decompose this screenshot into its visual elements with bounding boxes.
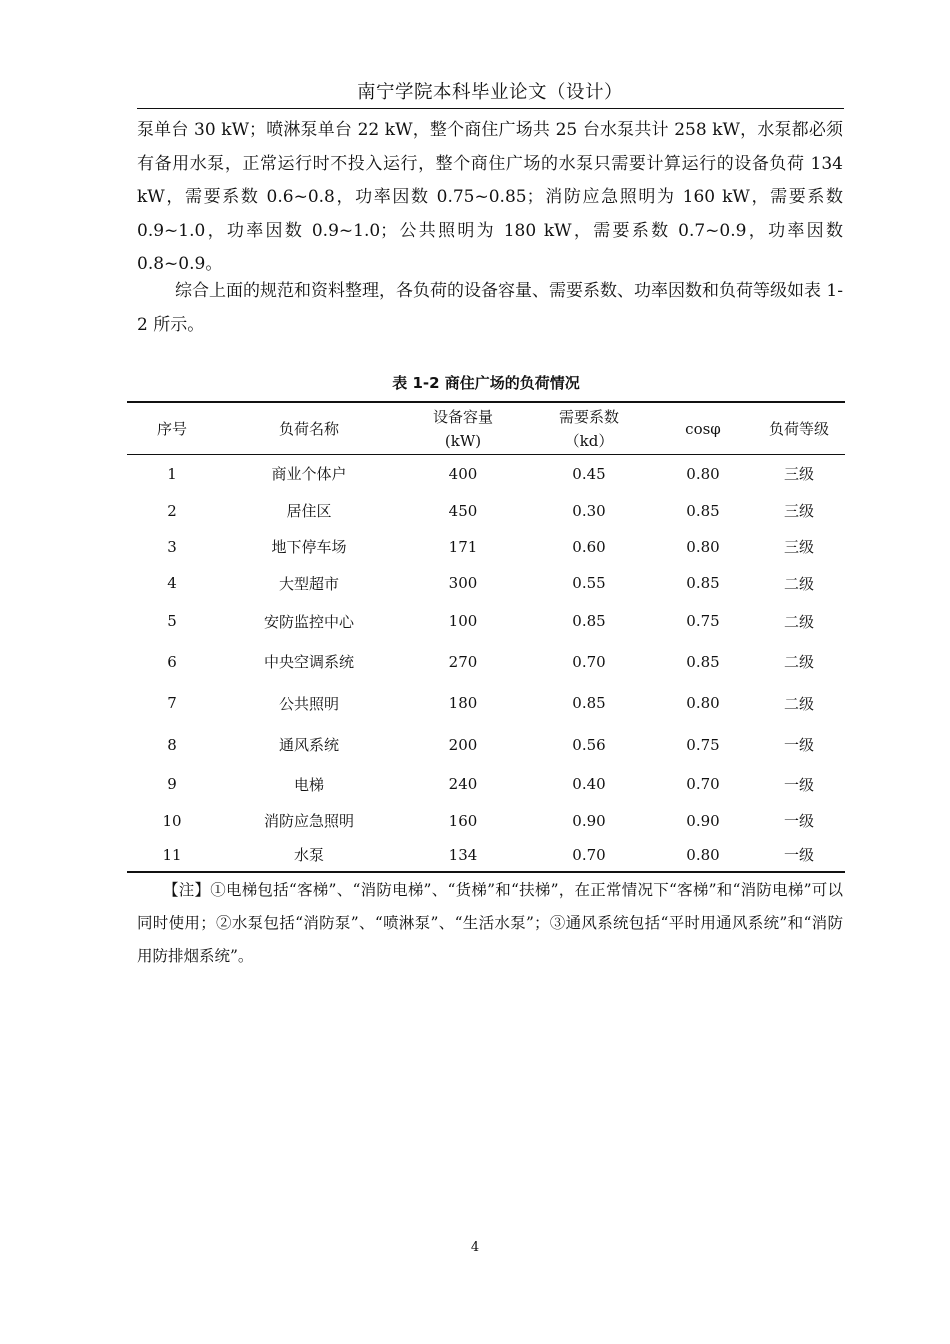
table-row bbox=[127, 683, 845, 724]
cell-kd: 0.55 bbox=[572, 574, 606, 592]
table-row bbox=[127, 641, 845, 683]
table-row bbox=[127, 455, 845, 493]
header-no: 序号 bbox=[156, 419, 187, 438]
cell-name: 水泵 bbox=[293, 846, 324, 864]
table-body bbox=[127, 455, 845, 872]
cell-grade: 二级 bbox=[783, 694, 814, 713]
cell-name: 中央空调系统 bbox=[263, 653, 354, 671]
cell-kd: 0.85 bbox=[572, 694, 606, 712]
cell-cos: 0.80 bbox=[686, 845, 720, 864]
table-row bbox=[127, 602, 845, 641]
cell-name: 公共照明 bbox=[278, 694, 339, 713]
cell-cos: 0.80 bbox=[686, 537, 720, 556]
cell-capacity: 160 bbox=[448, 811, 478, 830]
header-capacity-line1: 设备容量 bbox=[432, 407, 493, 426]
header-capacity bbox=[401, 402, 525, 455]
cell-capacity: 240 bbox=[448, 775, 478, 793]
cell-cos: 0.75 bbox=[686, 612, 720, 630]
cell-capacity: 171 bbox=[448, 537, 478, 556]
cell-name: 居住区 bbox=[286, 502, 332, 520]
header-cos: cosφ bbox=[685, 419, 721, 438]
table-note: 【注】①电梯包括“客梯”、“消防电梯”、“货梯”和“扶梯”，在正常情况下“客梯”和“消防电梯”可以同时使用；②水泵包括“消防泵”、“喷淋泵”、“生活水泵”；③通风系统包括“平时用通风系统”和“消防用防排烟系统”。 bbox=[137, 881, 843, 965]
cell-no: 5 bbox=[167, 612, 177, 630]
header-capacity-line2: (kW) bbox=[444, 431, 482, 450]
cell-no: 2 bbox=[167, 501, 177, 520]
cell-grade: 二级 bbox=[783, 574, 814, 593]
cell-capacity: 100 bbox=[448, 612, 478, 630]
cell-grade: 二级 bbox=[783, 612, 814, 631]
cell-grade: 三级 bbox=[783, 502, 814, 520]
cell-name: 消防应急照明 bbox=[263, 812, 354, 830]
table-row bbox=[127, 493, 845, 529]
body-paragraph-2: 综合上面的规范和资料整理，各负荷的设备容量、需要系数、功率因数和负荷等级如表 1-2 所示。 bbox=[137, 281, 843, 335]
cell-name: 商业个体户 bbox=[271, 465, 347, 484]
cell-grade: 一级 bbox=[783, 812, 814, 830]
cell-cos: 0.85 bbox=[686, 501, 720, 520]
cell-no: 6 bbox=[167, 652, 177, 671]
cell-kd: 0.85 bbox=[572, 612, 606, 630]
table-header bbox=[127, 402, 845, 455]
cell-kd: 0.60 bbox=[572, 537, 606, 556]
cell-name: 电梯 bbox=[293, 775, 324, 794]
cell-cos: 0.90 bbox=[686, 811, 720, 830]
cell-no: 9 bbox=[167, 775, 177, 793]
cell-cos: 0.70 bbox=[686, 775, 720, 793]
table-row bbox=[127, 839, 845, 872]
cell-no: 1 bbox=[167, 464, 177, 483]
cell-grade: 三级 bbox=[783, 538, 814, 556]
table-row bbox=[127, 529, 845, 565]
cell-cos: 0.75 bbox=[686, 735, 720, 754]
table-row bbox=[127, 724, 845, 766]
cell-name: 安防监控中心 bbox=[263, 612, 354, 631]
cell-cos: 0.85 bbox=[686, 574, 720, 592]
cell-capacity: 300 bbox=[448, 574, 478, 592]
page-number: 4 bbox=[470, 1240, 480, 1255]
cell-capacity: 180 bbox=[448, 694, 478, 712]
table-row bbox=[127, 803, 845, 839]
load-table bbox=[127, 401, 845, 873]
header-name: 负荷名称 bbox=[278, 419, 339, 438]
header-kd-line1: 需要系数 bbox=[558, 407, 619, 426]
cell-grade: 一级 bbox=[783, 846, 814, 864]
cell-kd: 0.70 bbox=[572, 845, 606, 864]
cell-grade: 二级 bbox=[783, 653, 814, 671]
cell-no: 8 bbox=[167, 735, 177, 754]
header-kd bbox=[525, 402, 653, 455]
running-header: 南宁学院本科毕业论文（设计） bbox=[356, 82, 623, 103]
cell-capacity: 200 bbox=[448, 735, 478, 754]
table-row bbox=[127, 766, 845, 803]
body-paragraph-1: 泵单台 30 kW；喷淋泵单台 22 kW，整个商住广场共 25 台水泵共计 258 kW，水泵都必须有备用水泵，正常运行时不投入运行，整个商住广场的水泵只需要计算运行的设备负荷 134 kW，需要系数 0.6~0.8，功率因数 0.75~0.85；消防应急照明为 160 kW，需要系数 0.9~1.0，功率因数 0.9~1.0；公共照明为 180 kW，需要系数 0.7~0.9，功率因数 0.8~0.9。 bbox=[137, 120, 843, 274]
cell-grade: 一级 bbox=[783, 736, 814, 754]
table-header-row bbox=[127, 402, 845, 455]
header-kd-line2: （kd） bbox=[564, 431, 614, 450]
cell-capacity: 134 bbox=[448, 845, 478, 864]
cell-no: 3 bbox=[167, 537, 177, 556]
cell-cos: 0.80 bbox=[686, 464, 720, 483]
cell-name: 大型超市 bbox=[278, 574, 339, 593]
cell-capacity: 450 bbox=[448, 501, 478, 520]
cell-capacity: 270 bbox=[448, 652, 478, 671]
table-caption: 表 1-2 商住广场的负荷情况 bbox=[392, 374, 580, 392]
cell-grade: 三级 bbox=[783, 465, 814, 484]
cell-kd: 0.45 bbox=[572, 464, 606, 483]
cell-kd: 0.56 bbox=[572, 735, 606, 754]
cell-kd: 0.40 bbox=[572, 775, 606, 793]
cell-kd: 0.70 bbox=[572, 652, 606, 671]
header-grade: 负荷等级 bbox=[768, 419, 829, 438]
cell-no: 4 bbox=[167, 574, 177, 592]
cell-no: 11 bbox=[162, 845, 182, 864]
header-rule bbox=[137, 108, 844, 109]
cell-kd: 0.30 bbox=[572, 501, 606, 520]
cell-kd: 0.90 bbox=[572, 811, 606, 830]
cell-grade: 一级 bbox=[783, 775, 814, 794]
cell-name: 通风系统 bbox=[278, 736, 339, 754]
cell-cos: 0.85 bbox=[686, 652, 720, 671]
cell-cos: 0.80 bbox=[686, 694, 720, 712]
cell-no: 7 bbox=[167, 694, 177, 712]
cell-capacity: 400 bbox=[448, 464, 478, 483]
cell-no: 10 bbox=[162, 811, 182, 830]
cell-name: 地下停车场 bbox=[271, 538, 347, 556]
table-row bbox=[127, 565, 845, 602]
